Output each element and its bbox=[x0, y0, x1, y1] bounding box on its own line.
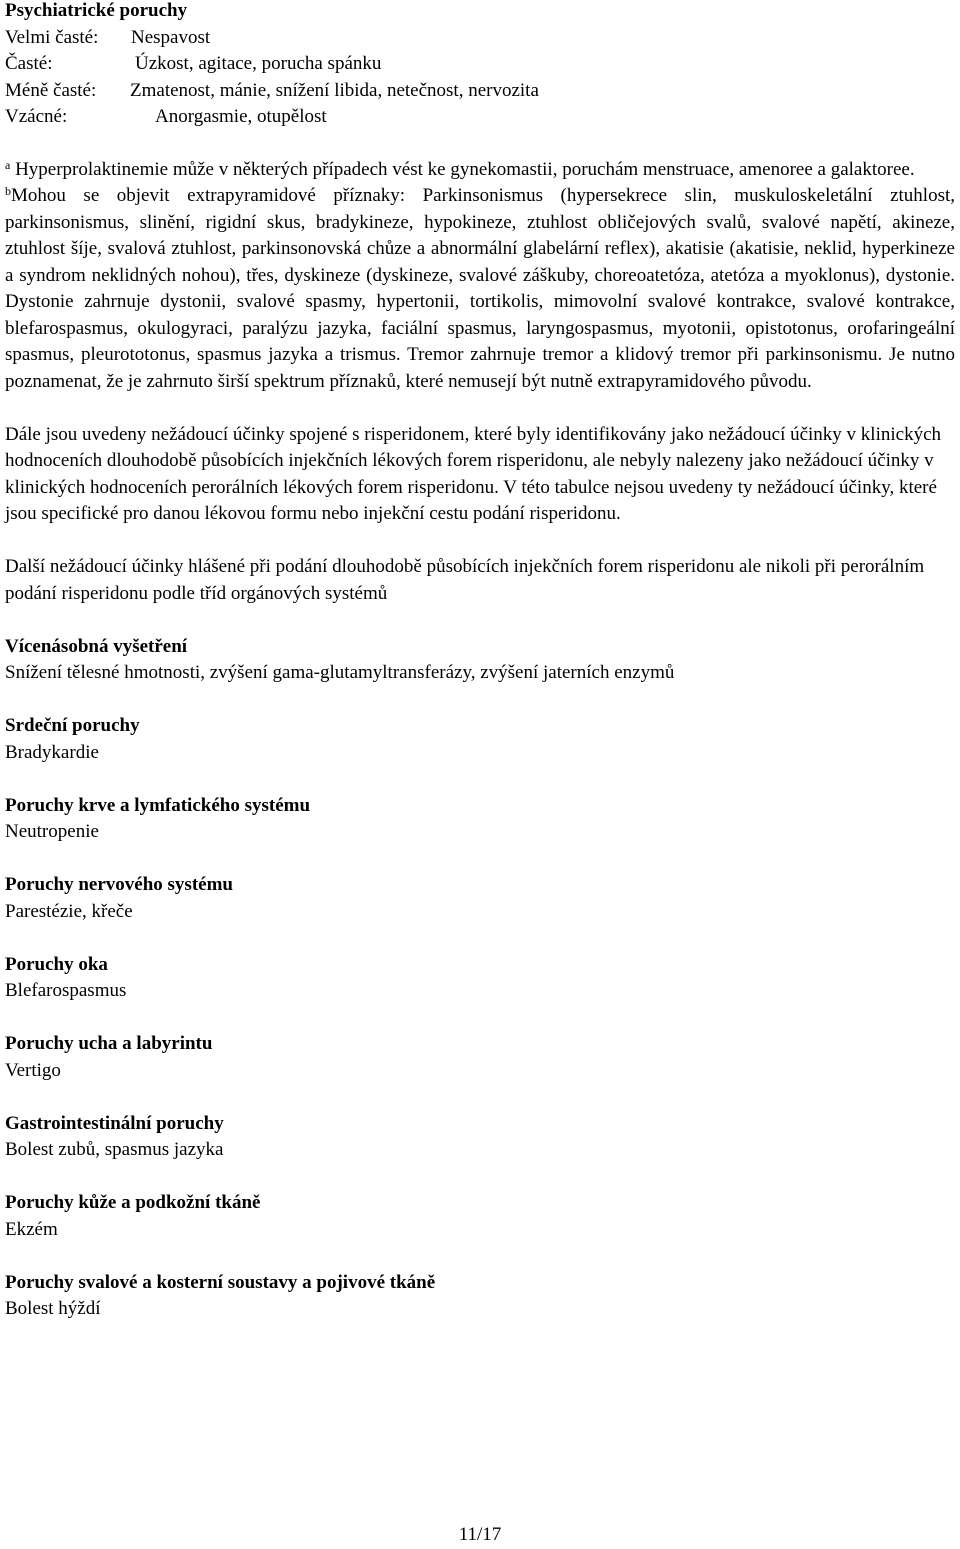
footnote-b-text: Mohou se objevit extrapyramidové příznaky: Parkinsonismus (hypersekrece slin, muskuloskeletální ztuhlost, parkinsonismus, slinění, rigidní skus, bradykineze, hypokineze, ztuhlost obličejových svalů, svalové napětí, akineze, ztuhlost šíje, svalová ztuhlost, parkinsonovská chůze a abnormální glabelární reflex), akatisie (akatisie, neklid, hyperkineze a syndrom neklidných nohou), třes, dyskineze (dyskineze, svalové záškuby, choreoatetóza, atetóza a myoklonus), dystonie. Dystonie zahrnuje dystonii, svalové spasmy, hypertonii, tortikolis, mimovolní svalové kontrakce, svalové kontrakce, blefarospasmus, okulogyraci, paralýzu jazyka, faciální spasmus, laryngospasmus, myotonii, opistotonus, orofaringeální spasmus, pleurototonus, spasmus jazyka a trismus. Tremor zahrnuje tremor a klidový tremor při parkinsonismu. Je nutno poznamenat, že je zahrnuto širší spektrum příznaků, které nemusejí být nutně extrapyramidového původu. bbox=[5, 185, 955, 392]
document-page bbox=[5, 0, 955, 1323]
section-ear-labyrinth bbox=[5, 1031, 955, 1084]
footnote-b bbox=[5, 183, 955, 395]
section-heading: Srdeční poruchy bbox=[5, 715, 140, 736]
section-text: Bolest hýždí bbox=[5, 1298, 101, 1319]
section-text: Bradykardie bbox=[5, 741, 99, 763]
section-nervous-system bbox=[5, 872, 955, 925]
frequency-row-very-common bbox=[5, 25, 955, 52]
section-investigations bbox=[5, 634, 955, 687]
frequency-value: Anorgasmie, otupělost bbox=[155, 106, 327, 127]
frequency-row-uncommon bbox=[5, 78, 955, 105]
section-heading: Gastrointestinální poruchy bbox=[5, 1112, 224, 1134]
section-cardiac bbox=[5, 713, 955, 766]
footnote-b-marker: b bbox=[5, 184, 11, 198]
frequency-label: Vzácné: bbox=[5, 106, 68, 127]
section-text: Parestézie, křeče bbox=[5, 900, 133, 922]
paragraph-additional: Další nežádoucí účinky hlášené při podání dlouhodobě působících injekčních forem risperidonu ale nikoli při perorálním podání risperidonu podle tříd orgánových systémů bbox=[5, 556, 925, 604]
frequency-row-rare bbox=[5, 104, 955, 131]
section-heading: Poruchy oka bbox=[5, 953, 108, 975]
section-gastrointestinal bbox=[5, 1111, 955, 1164]
frequency-value: Zmatenost, mánie, snížení libida, netečnost, nervozita bbox=[130, 79, 539, 101]
frequency-label: Velmi časté: bbox=[5, 26, 99, 48]
page-number: 11/17 bbox=[458, 1524, 502, 1545]
footnote-a-text: Hyperprolaktinemie může v některých případech vést ke gynekomastii, poruchám menstruace, amenoree a galaktoree. bbox=[15, 158, 915, 180]
section-heading: Vícenásobná vyšetření bbox=[5, 635, 188, 657]
section-heading: Poruchy krve a lymfatického systému bbox=[5, 794, 311, 816]
frequency-label: Časté: bbox=[5, 53, 53, 74]
section-musculoskeletal bbox=[5, 1270, 955, 1323]
section-eye bbox=[5, 952, 955, 1005]
frequency-label: Méně časté: bbox=[5, 79, 97, 101]
frequency-row-common bbox=[5, 51, 955, 78]
frequency-value: Nespavost bbox=[131, 26, 211, 48]
footnote-a bbox=[5, 157, 955, 184]
psychiatric-section bbox=[5, 0, 955, 131]
section-heading: Poruchy svalové a kosterní soustavy a pojivové tkáně bbox=[5, 1271, 436, 1293]
section-text: Vertigo bbox=[5, 1059, 61, 1081]
psychiatric-heading: Psychiatrické poruchy bbox=[5, 0, 188, 21]
section-text: Ekzém bbox=[5, 1218, 58, 1240]
paragraph-intro: Dále jsou uvedeny nežádoucí účinky spojené s risperidonem, které byly identifikovány jako nežádoucí účinky v klinických hodnoceních dlouhodobě působících injekčních lékových forem risperidonu, ale nebyly nalezeny jako nežádoucí účinky v klinických hodnoceních perorálních lékových forem risperidonu. V této tabulce nejsou uvedeny ty nežádoucí účinky, které jsou specifické pro danou lékovou formu nebo injekční cestu podání risperidonu. bbox=[5, 423, 942, 524]
frequency-value: Úzkost, agitace, porucha spánku bbox=[135, 53, 382, 74]
section-heading: Poruchy ucha a labyrintu bbox=[5, 1033, 213, 1054]
section-heading: Poruchy kůže a podkožní tkáně bbox=[5, 1192, 261, 1213]
section-text: Blefarospasmus bbox=[5, 980, 127, 1001]
section-text: Neutropenie bbox=[5, 821, 99, 842]
section-blood-lymphatic bbox=[5, 793, 955, 846]
footnote-a-marker: a bbox=[5, 157, 11, 172]
section-heading: Poruchy nervového systému bbox=[5, 874, 233, 895]
section-text: Bolest zubů, spasmus jazyka bbox=[5, 1139, 224, 1160]
section-skin bbox=[5, 1190, 955, 1243]
section-text: Snížení tělesné hmotnosti, zvýšení gama-glutamyltransferázy, zvýšení jaterních enzymů bbox=[5, 662, 675, 683]
